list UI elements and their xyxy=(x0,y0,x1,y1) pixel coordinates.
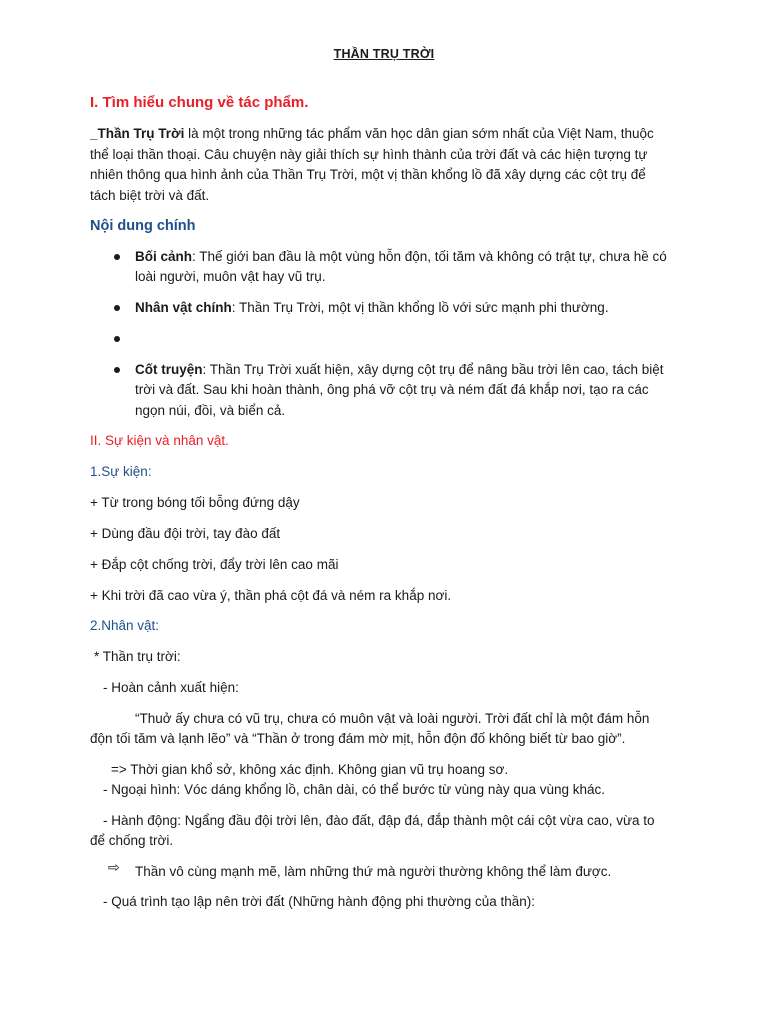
bullet-plot-line-2: trời và đất. Sau khi hoàn thành, ông phá vỡ cột trụ và ném đất đá khắp nơi, tạo ra các xyxy=(135,382,649,397)
event-item: + Từ trong bóng tối bỗng đứng dậy xyxy=(90,495,300,510)
character-name: * Thần trụ trời: xyxy=(94,649,181,664)
bullet-character-line-1 xyxy=(135,298,609,319)
bullet-plot-line-3: ngọn núi, đồi, và biển cả. xyxy=(135,403,286,418)
bullet-marker xyxy=(114,305,120,311)
event-item: + Khi trời đã cao vừa ý, thần phá cột đá và ném ra khắp nơi. xyxy=(90,588,452,603)
intro-line-1-text: là một trong những tác phẩm văn học dân gian sớm nhất của Việt Nam, thuộc xyxy=(184,126,654,141)
action-line-1: - Hành động: Ngẩng đầu đội trời lên, đào đất, đập đá, đắp thành một cái cột vừa cao, vừa to xyxy=(103,813,655,828)
event-item: + Đắp cột chống trời, đẩy trời lên cao mãi xyxy=(90,557,339,572)
bullet-character-label: Nhân vật chính xyxy=(135,300,232,315)
intro-bold-title: _Thần Trụ Trời xyxy=(90,126,185,141)
event-item: + Dùng đầu đội trời, tay đào đất xyxy=(90,526,281,541)
right-arrow-icon: ⇨ xyxy=(108,860,120,876)
events-heading: 1.Sự kiện: xyxy=(90,464,152,479)
conclusion-strength: Thần vô cùng mạnh mẽ, làm những thứ mà người thường không thể làm được. xyxy=(135,864,612,879)
main-content-subheading: Nội dung chính xyxy=(90,218,196,234)
circumstance-label: - Hoàn cảnh xuất hiện: xyxy=(103,680,239,695)
appearance-line: - Ngoại hình: Vóc dáng khổng lồ, chân dài, có thể bước từ vùng này qua vùng khác. xyxy=(103,782,605,797)
bullet-context-label: Bối cảnh xyxy=(135,249,193,264)
bullet-plot-text: : Thần Trụ Trời xuất hiện, xây dựng cột trụ để nâng bầu trời lên cao, tách biệt xyxy=(202,362,664,377)
document-title: THẦN TRỤ TRỜI xyxy=(333,47,435,61)
bullet-context-line-1 xyxy=(135,247,667,268)
bullet-plot-label: Cốt truyện xyxy=(135,362,203,377)
intro-line-3: nhiên thông qua hình ảnh của Thần Trụ Trời, một vị thần khổng lồ đã xây dựng các cột trụ để xyxy=(90,167,646,182)
intro-line-2: thể loại thần thoại. Câu chuyện này giải thích sự hình thành của trời đất và các hiện tượng tự xyxy=(90,147,648,162)
bullet-marker xyxy=(114,254,120,260)
intro-line-1 xyxy=(90,124,654,145)
intro-line-4: tách biệt trời và đất. xyxy=(90,188,210,203)
bullet-context-line-2: loài người, muôn vật hay vũ trụ. xyxy=(135,269,326,284)
quote-line-1: “Thuở ấy chưa có vũ trụ, chưa có muôn vật và loài người. Trời đất chỉ là một đám hỗn xyxy=(135,711,650,726)
characters-heading: 2.Nhân vật: xyxy=(90,618,160,633)
bullet-marker-empty xyxy=(114,336,120,342)
bullet-plot-line-1 xyxy=(135,360,664,381)
section1-heading: I. Tìm hiểu chung về tác phẩm. xyxy=(90,94,309,111)
bullet-marker xyxy=(114,367,120,373)
section2-heading: II. Sự kiện và nhân vật. xyxy=(90,433,229,448)
process-line: - Quá trình tạo lập nên trời đất (Những hành động phi thường của thần): xyxy=(103,894,536,909)
conclusion-time-space: => Thời gian khổ sở, không xác định. Không gian vũ trụ hoang sơ. xyxy=(111,762,509,777)
action-line-2: để chống trời. xyxy=(90,833,174,848)
quote-line-2: độn tối tăm và lạnh lẽo” và “Thần ở trong đám mờ mịt, hỗn độn đố không biết từ bao giờ”. xyxy=(90,731,626,746)
bullet-character-text: : Thần Trụ Trời, một vị thần khổng lồ với sức mạnh phi thường. xyxy=(231,300,609,315)
bullet-context-text: : Thế giới ban đầu là một vùng hỗn độn, tối tăm và không có trật tự, chưa hề có xyxy=(192,249,667,264)
